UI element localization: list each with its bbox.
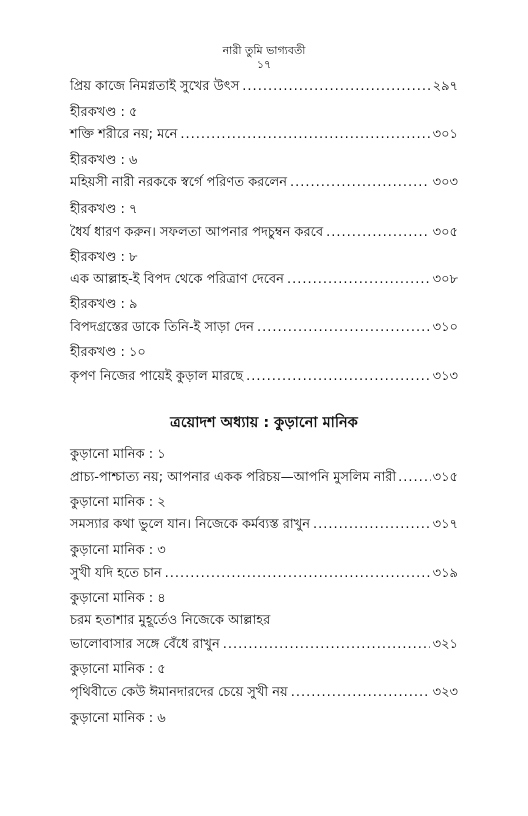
toc-entry [70,368,458,386]
section-label: কুড়ানো মানিক : ১ [70,447,166,462]
toc-entry [70,636,458,654]
dot-leader [290,174,430,192]
dot-leader [242,78,429,96]
toc-entry-page: ৩১০ [432,320,458,335]
toc-entry-page: ৩১৩ [432,369,458,384]
dot-leader [246,368,430,386]
toc-entry-page: ৩১৫ [432,470,458,485]
section-label: কুড়ানো মানিক : ৬ [70,711,166,726]
section-label: হীরকখণ্ড : ৭ [70,202,138,217]
running-head: নারী তুমি ভাগ্যবতী [222,44,306,57]
toc-entry [70,174,458,192]
toc-entry-title: ভালোবাসার সঙ্গে বেঁধে রাখুন [70,637,220,652]
toc-entry [70,516,458,534]
toc-entry-title: এক আল্লাহ-ই বিপদ থেকে পরিত্রাণ দেবেন [70,272,284,287]
toc-entry-title: কৃপণ নিজের পায়েই কুড়াল মারছে [70,369,244,384]
section-label: হীরকখণ্ড : ৯ [70,297,138,312]
toc-entry-title: মহিয়সী নারী নরককে স্বর্গে পরিণত করলেন [70,175,287,190]
toc-entry-page: ৩০৮ [432,272,458,287]
toc-entry-title: পৃথিবীতে কেউ ঈমানদারদের চেয়ে সুখী নয় [70,685,288,700]
toc-entry-page: ৩০৫ [432,225,458,240]
toc-entry-title: ধৈর্য ধারণ করুন। সফলতা আপনার পদচুম্বন করবে [70,225,324,240]
dot-leader [257,319,430,337]
section-label: কুড়ানো মানিক : ৪ [70,591,166,606]
toc-entry-page: ৩০১ [432,127,458,142]
toc-entry [70,126,458,144]
toc-entry-title: শক্তি শরীরে নয়; মনে [70,127,178,142]
toc-entry-title: সমস্যার কথা ভুলে যান। নিজেকে কর্মব্যস্ত রাখুন [70,517,310,532]
toc-entry-title: বিপদগ্রস্তের ডাকে তিনি-ই সাড়া দেন [70,320,254,335]
dot-leader [180,126,429,144]
toc-entry-page: ৩২১ [432,637,458,652]
dot-leader [326,224,430,242]
dot-leader [165,565,430,583]
section-label: কুড়ানো মানিক : ৫ [70,662,166,677]
page-number: ১৭ [256,58,272,71]
toc-entry-page: ৩২৩ [432,685,458,700]
section-label: হীরকখণ্ড : ৫ [70,105,138,120]
toc-entry [70,319,458,337]
toc-entry-page: ৩০৩ [432,175,458,190]
toc-entry [70,684,458,702]
dot-leader [398,469,431,487]
toc-entry [70,565,458,583]
chapter-heading: ত্রয়োদশ অধ্যায় : কুড়ানো মানিক [170,415,358,431]
toc-entry-title: প্রিয় কাজে নিমগ্নতাই সুখের উৎস [70,79,240,94]
section-label: হীরকখণ্ড : ৬ [70,153,138,168]
toc-entry [70,78,458,96]
toc-entry [70,271,458,289]
section-label: হীরকখণ্ড : ৮ [70,250,138,265]
toc-entry-page: ২৯৭ [432,79,458,94]
dot-leader [313,516,430,534]
toc-entry-text: চরম হতাশার মুহূর্তেও নিজেকে আল্লাহর [70,613,271,628]
toc-entry-title: প্রাচ্য-পাশ্চাত্য নয়; আপনার একক পরিচয়—আপনি মুসলিম নারী [70,470,397,485]
dot-leader [223,636,430,654]
toc-entry-title: সুখী যদি হতে চান [70,566,162,581]
toc-entry [70,224,458,242]
section-label: হীরকখণ্ড : ১০ [70,345,146,360]
toc-entry-page: ৩১৯ [432,566,458,581]
section-label: কুড়ানো মানিক : ৩ [70,543,166,558]
toc-entry [70,469,458,487]
dot-leader [291,684,430,702]
section-label: কুড়ানো মানিক : ২ [70,495,166,510]
toc-entry-page: ৩১৭ [432,517,458,532]
dot-leader [287,271,430,289]
